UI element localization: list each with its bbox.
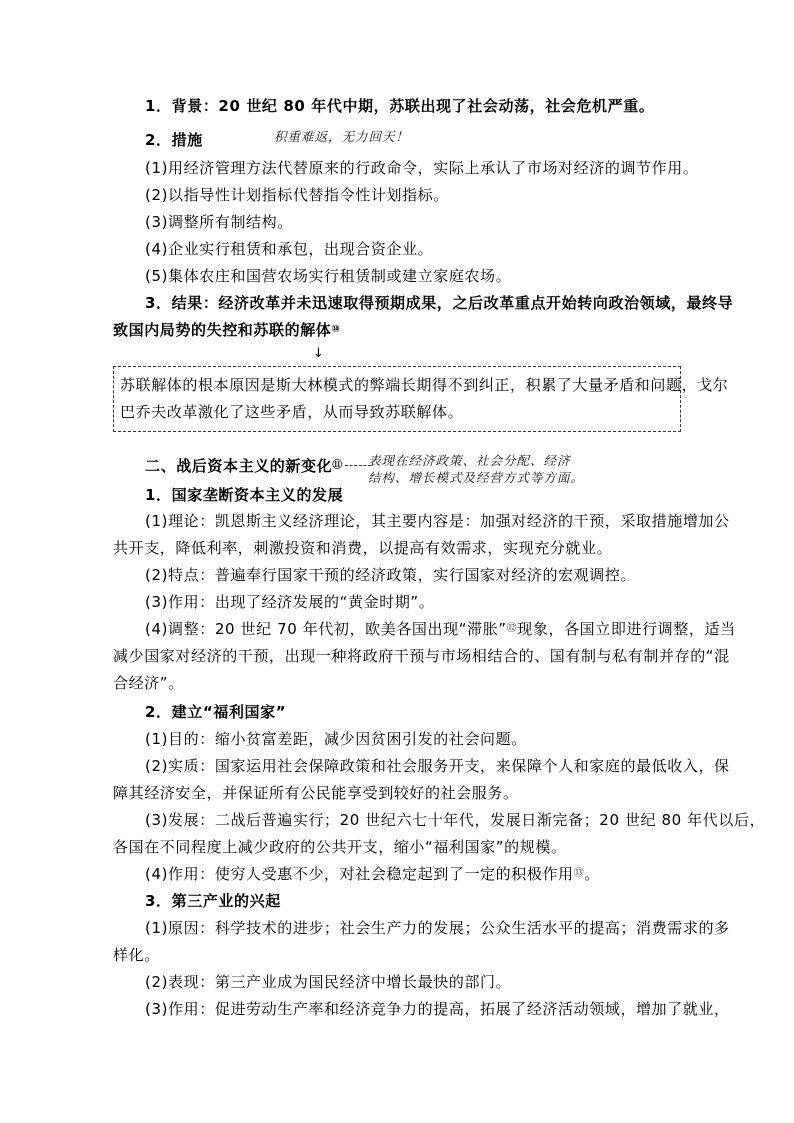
welfare-effect: (4)作用：使穷人受惠不少，对社会稳定起到了一定的积极作用⑬。: [145, 865, 600, 883]
measure-3: (3)调整所有制结构。: [145, 213, 293, 231]
section2-title: 二、战后资本主义的新变化⑪: [145, 456, 371, 476]
tertiary-manifestation: (2)表现：第三产业成为国民经济中增长最快的部门。: [145, 973, 512, 991]
welfare-development-2: 各国在不同程度上减少政府的公共开支，缩小“福利国家”的规模。: [113, 838, 567, 856]
theory-line-2: 共开支，降低利率，刺激投资和消费，以提高有效需求，实现充分就业。: [113, 539, 613, 557]
down-arrow-icon: ↓: [313, 346, 324, 361]
adjust-line-3: 合经济”。: [113, 674, 184, 692]
measure-1: (1)用经济管理方法代替原来的行政命令，实际上承认了市场对经济的调节作用。: [145, 159, 699, 177]
footnote-mark-11: ⑪: [332, 460, 343, 471]
handwritten-note-2a: 表现在经济政策、社会分配、经济: [368, 453, 571, 468]
welfare-development-1: (3)发展：二战后普遍实行；20 世纪六七十年代，发展日渐完备；20 世纪 80 年代以后，: [145, 811, 766, 829]
result-line-1: 3．结果：经济改革并未迅速取得预期成果，之后改革重点开始转向政治领域，最终导: [145, 294, 734, 312]
footnote-mark-12: ⑫: [506, 623, 518, 634]
footnote-mark-13: ⑬: [573, 868, 585, 879]
note-box-line-1: 苏联解体的根本原因是斯大林模式的弊端长期得不到纠正，积累了大量矛盾和问题，戈尔: [120, 376, 729, 394]
dash-connector: [345, 465, 371, 466]
measure-5: (5)集体农庄和国营农场实行租赁制或建立家庭农场。: [145, 267, 512, 285]
features-line: (2)特点：普遍奉行国家干预的经济政策，实行国家对经济的宏观调控。: [145, 566, 637, 584]
adjust-line-1: (4)调整：20 世纪 70 年代初，欧美各国出现“滞胀”⑫现象，各国立即进行调整，适当: [145, 620, 736, 638]
theory-line-1: (1)理论：凯恩斯主义经济理论，其主要内容是：加强对经济的干预，采取措施增加公: [145, 512, 730, 530]
note-box-line-2: 巴乔夫改革激化了这些矛盾，从而导致苏联解体。: [120, 403, 464, 421]
footnote-mark-10: ⑩: [331, 324, 341, 335]
effect-line: (3)作用：出现了经济发展的“黄金时期”。: [145, 593, 435, 611]
handwritten-note-2b: 结构、增长模式及经营方式等方面。: [368, 470, 585, 485]
welfare-essence-2: 障其经济安全，并保证所有公民能享受到较好的社会服务。: [113, 784, 519, 802]
measure-2: (2)以指导性计划指标代替指令性计划指标。: [145, 186, 449, 204]
welfare-purpose: (1)目的：缩小贫富差距，减少因贫困引发的社会问题。: [145, 730, 527, 748]
background-line: 1．背景：20 世纪 80 年代中期，苏联出现了社会动荡，社会危机严重。: [145, 97, 655, 115]
welfare-essence-1: (2)实质：国家运用社会保障政策和社会服务开支，来保障个人和家庭的最低收入，保: [145, 757, 730, 775]
heading-monopoly: 1．国家垄断资本主义的发展: [145, 486, 344, 504]
heading-welfare: 2．建立“福利国家”: [145, 703, 287, 721]
tertiary-cause-1: (1)原因：科学技术的进步；社会生产力的发展；公众生活水平的提高；消费需求的多: [145, 919, 730, 937]
result-line-2: 致国内局势的失控和苏联的解体⑩: [113, 321, 341, 339]
adjust-line-2: 减少国家对经济的干预，出现一种将政府干预与市场相结合的、国有制与私有制并存的“混: [113, 647, 730, 665]
measures-heading: 2．措施: [145, 131, 203, 149]
handwritten-note-1: 积重难返，无力回天！: [274, 129, 410, 144]
measure-4: (4)企业实行租赁和承包，出现合资企业。: [145, 240, 434, 258]
heading-tertiary: 3．第三产业的兴起: [145, 892, 281, 910]
tertiary-cause-2: 样化。: [113, 946, 160, 964]
tertiary-effect: (3)作用：促进劳动生产率和经济竞争力的提高，拓展了经济活动领域，增加了就业，: [145, 1000, 730, 1018]
